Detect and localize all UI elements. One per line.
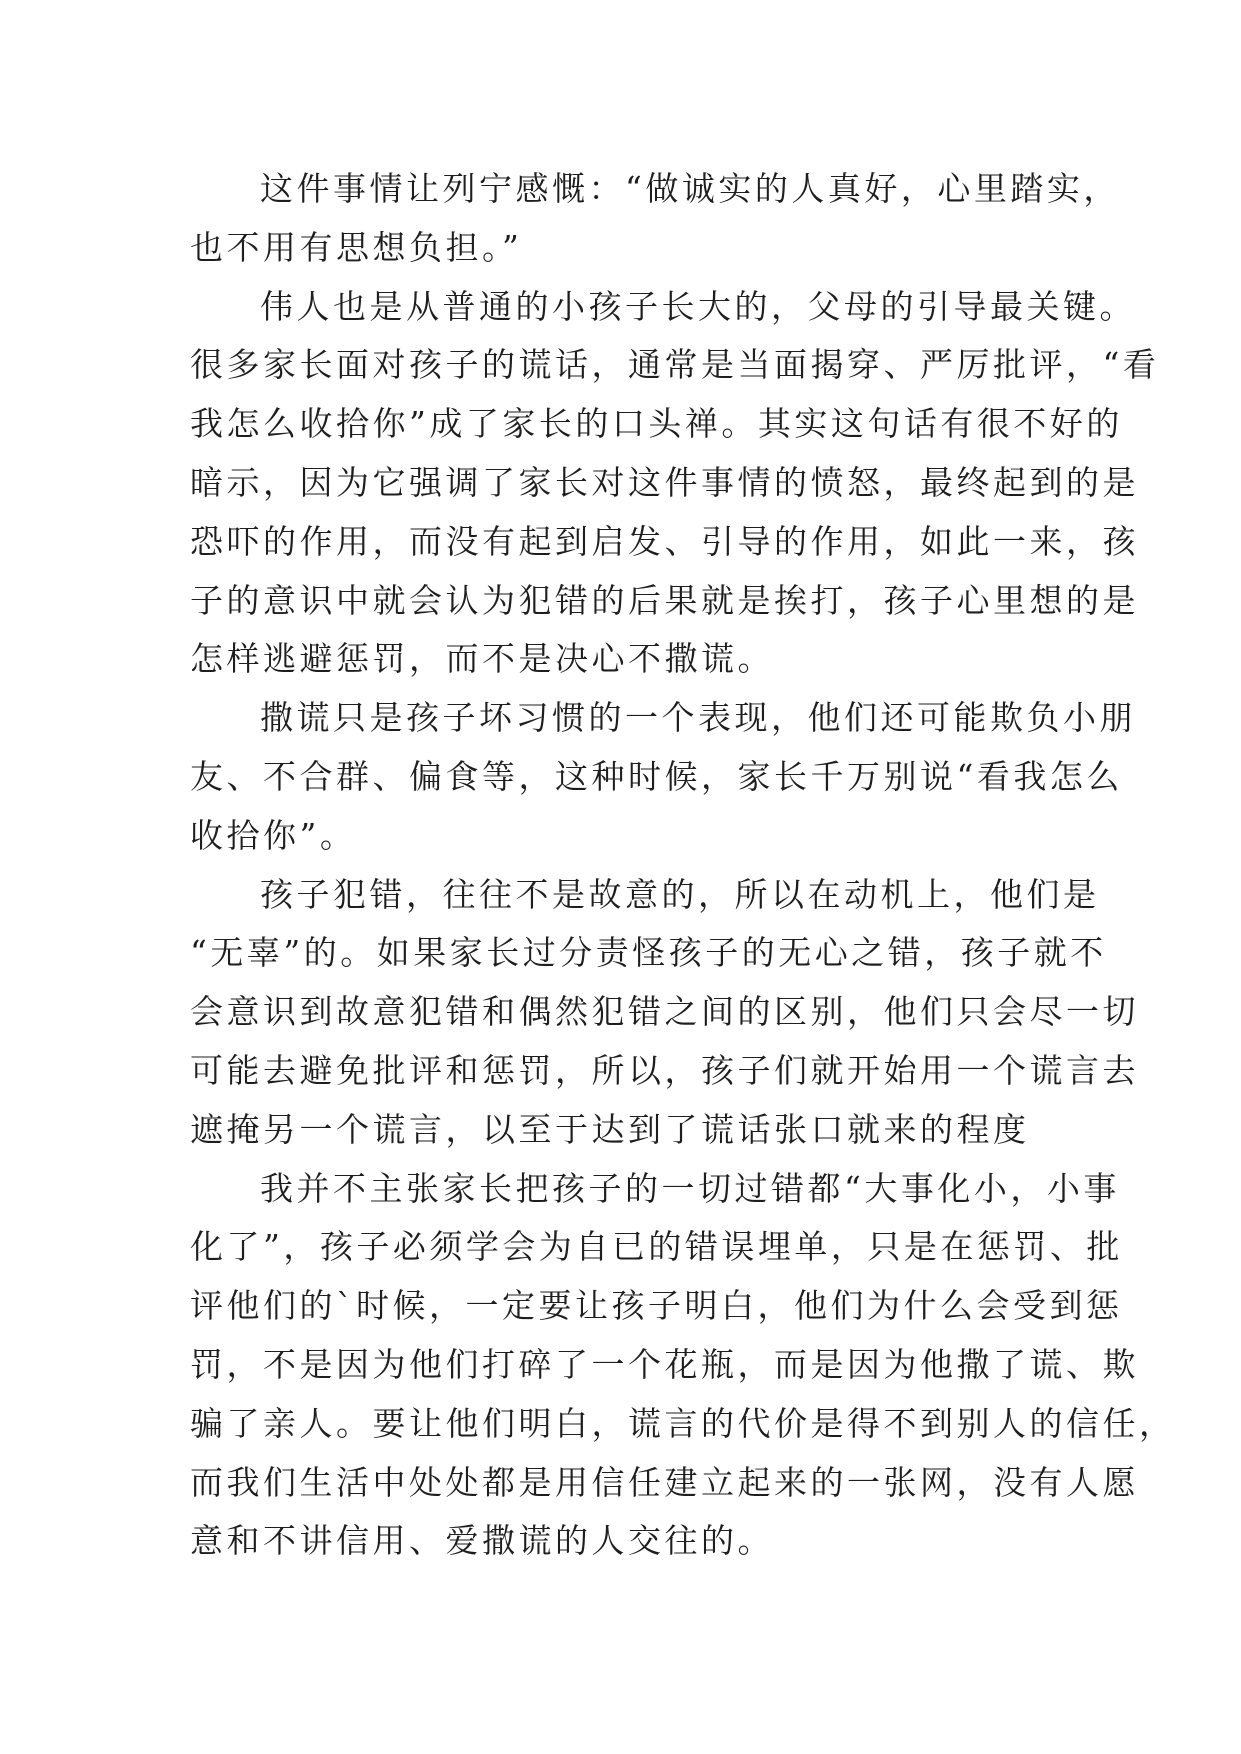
text-line: 撒谎只是孩子坏习惯的一个表现，他们还可能欺负小朋	[260, 698, 1136, 738]
text-line: 意和不讲信用、爱撒谎的人交往的。	[190, 1521, 774, 1561]
text-line: 可能去避免批评和惩罚，所以，孩子们就开始用一个谎言去	[190, 1050, 1139, 1090]
text-line: 会意识到故意犯错和偶然犯错之间的区别，他们只会尽一切	[190, 992, 1139, 1032]
text-line: 暗示，因为它强调了家长对这件事情的愤怒，最终起到的是	[190, 462, 1139, 502]
text-line: 化了”，孩子必须学会为自已的错误埋单，只是在惩罚、批	[190, 1227, 1123, 1267]
text-line: 而我们生活中处处都是用信任建立起来的一张网，没有人愿	[190, 1462, 1139, 1502]
text-line: 友、不合群、偏食等，这种时候，家长千万别说“看我怎么	[190, 756, 1123, 796]
text-line: 骗了亲人。要让他们明白，谎言的代价是得不到别人的信任，	[190, 1403, 1176, 1443]
body-text	[190, 160, 1176, 1571]
text-line: 这件事情让列宁感慨：“做诚实的人真好，心里踏实，	[260, 169, 1120, 208]
text-line: 伟人也是从普通的小孩子长大的，父母的引导最关键。	[260, 286, 1136, 326]
text-line: 我并不主张家长把孩子的一切过错都“大事化小，小事	[260, 1168, 1120, 1208]
text-line: 罚，不是因为他们打碎了一个花瓶，而是因为他撒了谎、欺	[190, 1344, 1139, 1384]
text-line: 恐吓的作用，而没有起到启发、引导的作用，如此一来，孩	[190, 521, 1139, 561]
text-line: 很多家长面对孩子的谎话，通常是当面揭穿、严厉批评，“看	[190, 345, 1160, 385]
text-line: 遮掩另一个谎言，以至于达到了谎话张口就来的程度	[190, 1109, 1030, 1149]
text-line: 孩子犯错，往往不是故意的，所以在动机上，他们是	[260, 874, 1100, 914]
text-line: 我怎么收拾你”成了家长的口头禅。其实这句话有很不好的	[190, 404, 1123, 444]
text-line: 收拾你”。	[190, 815, 357, 855]
text-line: “无辜”的。如果家长过分责怪孩子的无心之错，孩子就不	[190, 933, 1107, 973]
text-line: 怎样逃避惩罚，而不是决心不撒谎。	[190, 639, 774, 679]
text-line: 也不用有思想负担。”	[190, 227, 523, 267]
text-line: 子的意识中就会认为犯错的后果就是挨打，孩子心里想的是	[190, 580, 1139, 620]
text-line: 评他们的`时候，一定要让孩子明白，他们为什么会受到惩	[190, 1286, 1123, 1326]
